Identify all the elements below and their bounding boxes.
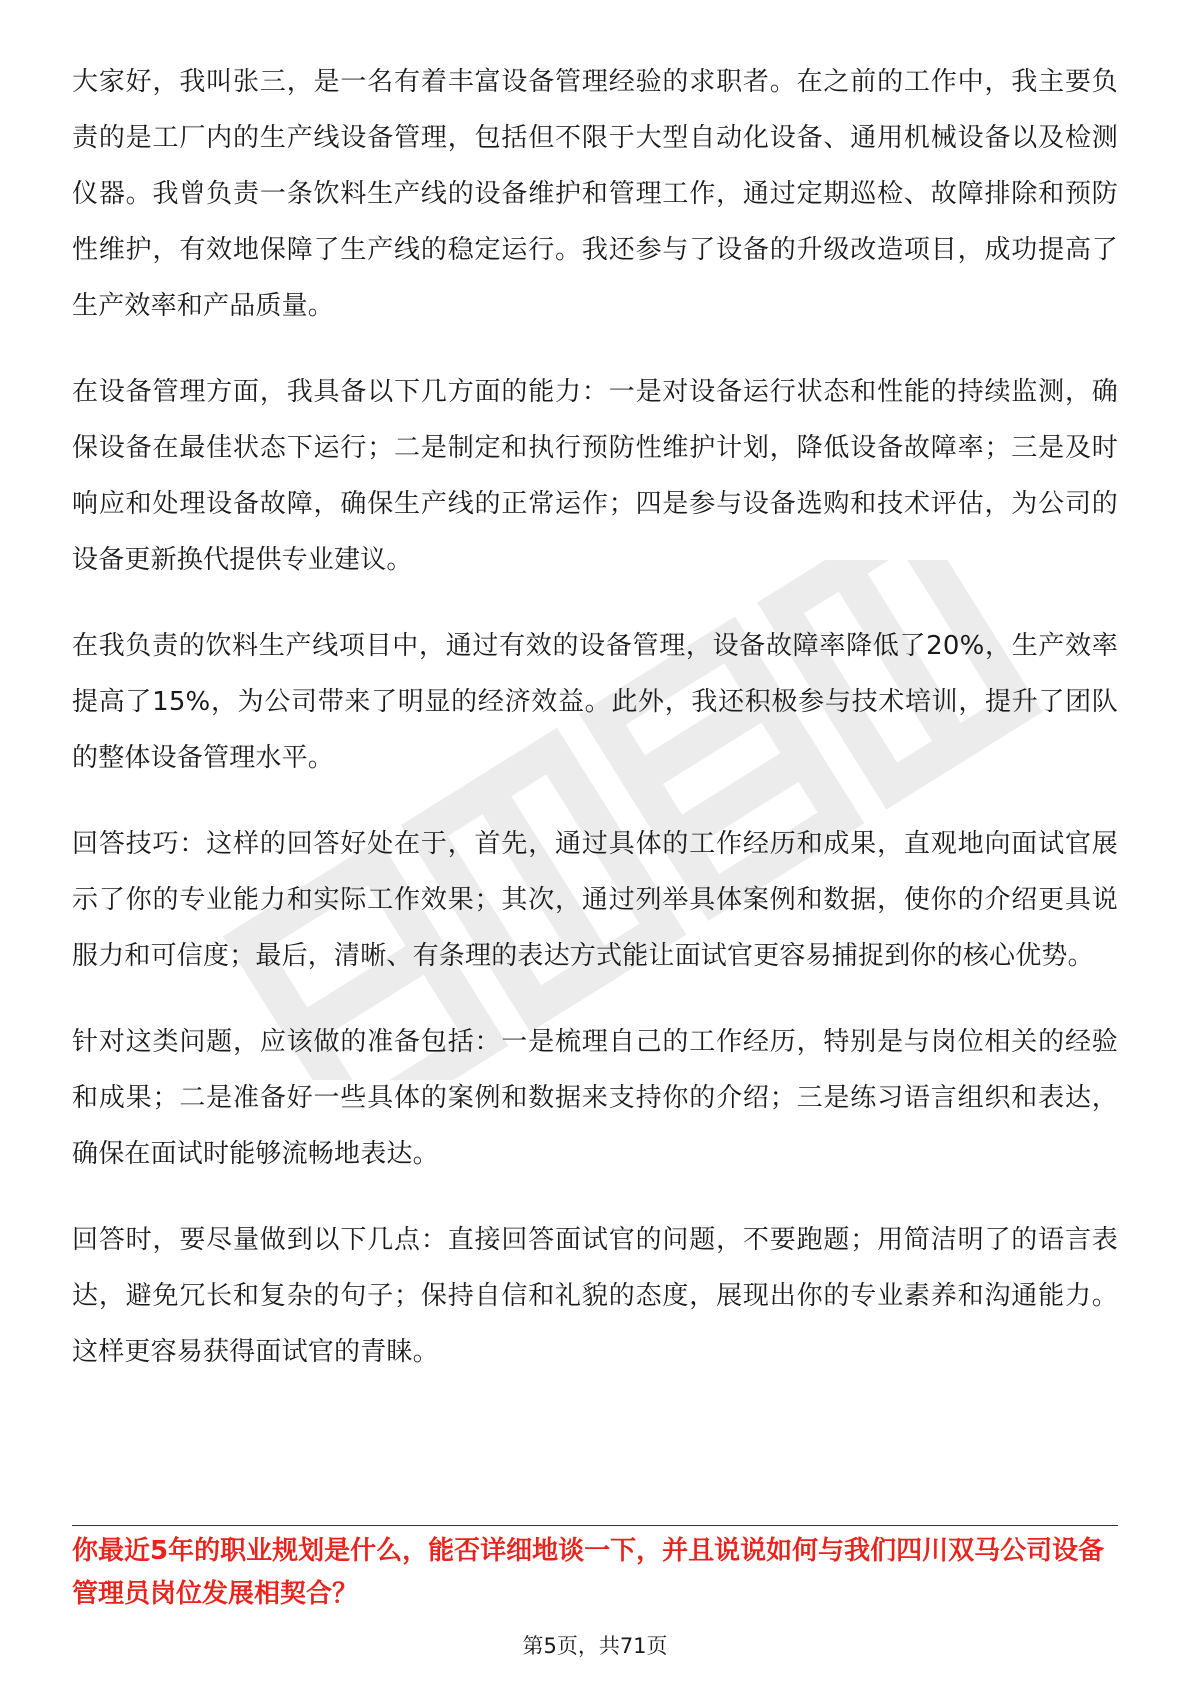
paragraph-abilities: 在设备管理方面，我具备以下几方面的能力：一是对设备运行状态和性能的持续监测，确保设备在最佳状态下运行；二是制定和执行预防性维护计划，降低设备故障率；三是及时响应和处理设备故障，确保生产线的正常运作；四是参与设备选购和技术评估，为公司的设备更新换代提供专业建议。 <box>72 377 1118 575</box>
paragraph-results: 在我负责的饮料生产线项目中，通过有效的设备管理，设备故障率降低了20%，生产效率提高了15%，为公司带来了明显的经济效益。此外，我还积极参与技术培训，提升了团队的整体设备管理水平。 <box>72 631 1118 773</box>
paragraph-preparation: 针对这类问题，应该做的准备包括：一是梳理自己的工作经历，特别是与岗位相关的经验和成果；二是准备好一些具体的案例和数据来支持你的介绍；三是练习语言组织和表达，确保在面试时能够流畅地表达。 <box>72 1027 1118 1169</box>
paragraph-answer-intro: 大家好，我叫张三，是一名有着丰富设备管理经验的求职者。在之前的工作中，我主要负责的是工厂内的生产线设备管理，包括但不限于大型自动化设备、通用机械设备以及检测仪器。我曾负责一条饮料生产线的设备维护和管理工作，通过定期巡检、故障排除和预防性维护，有效地保障了生产线的稳定运行。我还参与了设备的升级改造项目，成功提高了生产效率和产品质量。 <box>72 67 1118 321</box>
document-body <box>72 54 1118 1410</box>
paragraph-answer-points: 回答时，要尽量做到以下几点：直接回答面试官的问题，不要跑题；用简洁明了的语言表达，避免冗长和复杂的句子；保持自信和礼貌的态度，展现出你的专业素养和沟通能力。这样更容易获得面试官的青睐。 <box>72 1225 1118 1367</box>
paragraph-answer-tips: 回答技巧：这样的回答好处在于，首先，通过具体的工作经历和成果，直观地向面试官展示了你的专业能力和实际工作效果；其次，通过列举具体案例和数据，使你的介绍更具说服力和可信度；最后，清晰、有条理的表达方式能让面试官更容易捕捉到你的核心优势。 <box>72 829 1118 971</box>
next-question-heading: 你最近5年的职业规划是什么，能否详细地谈一下，并且说说如何与我们四川双马公司设备管理员岗位发展相契合？ <box>72 1536 1105 1609</box>
page-footer: 第5页，共71页 <box>522 1634 668 1658</box>
section-divider <box>72 1525 1118 1526</box>
